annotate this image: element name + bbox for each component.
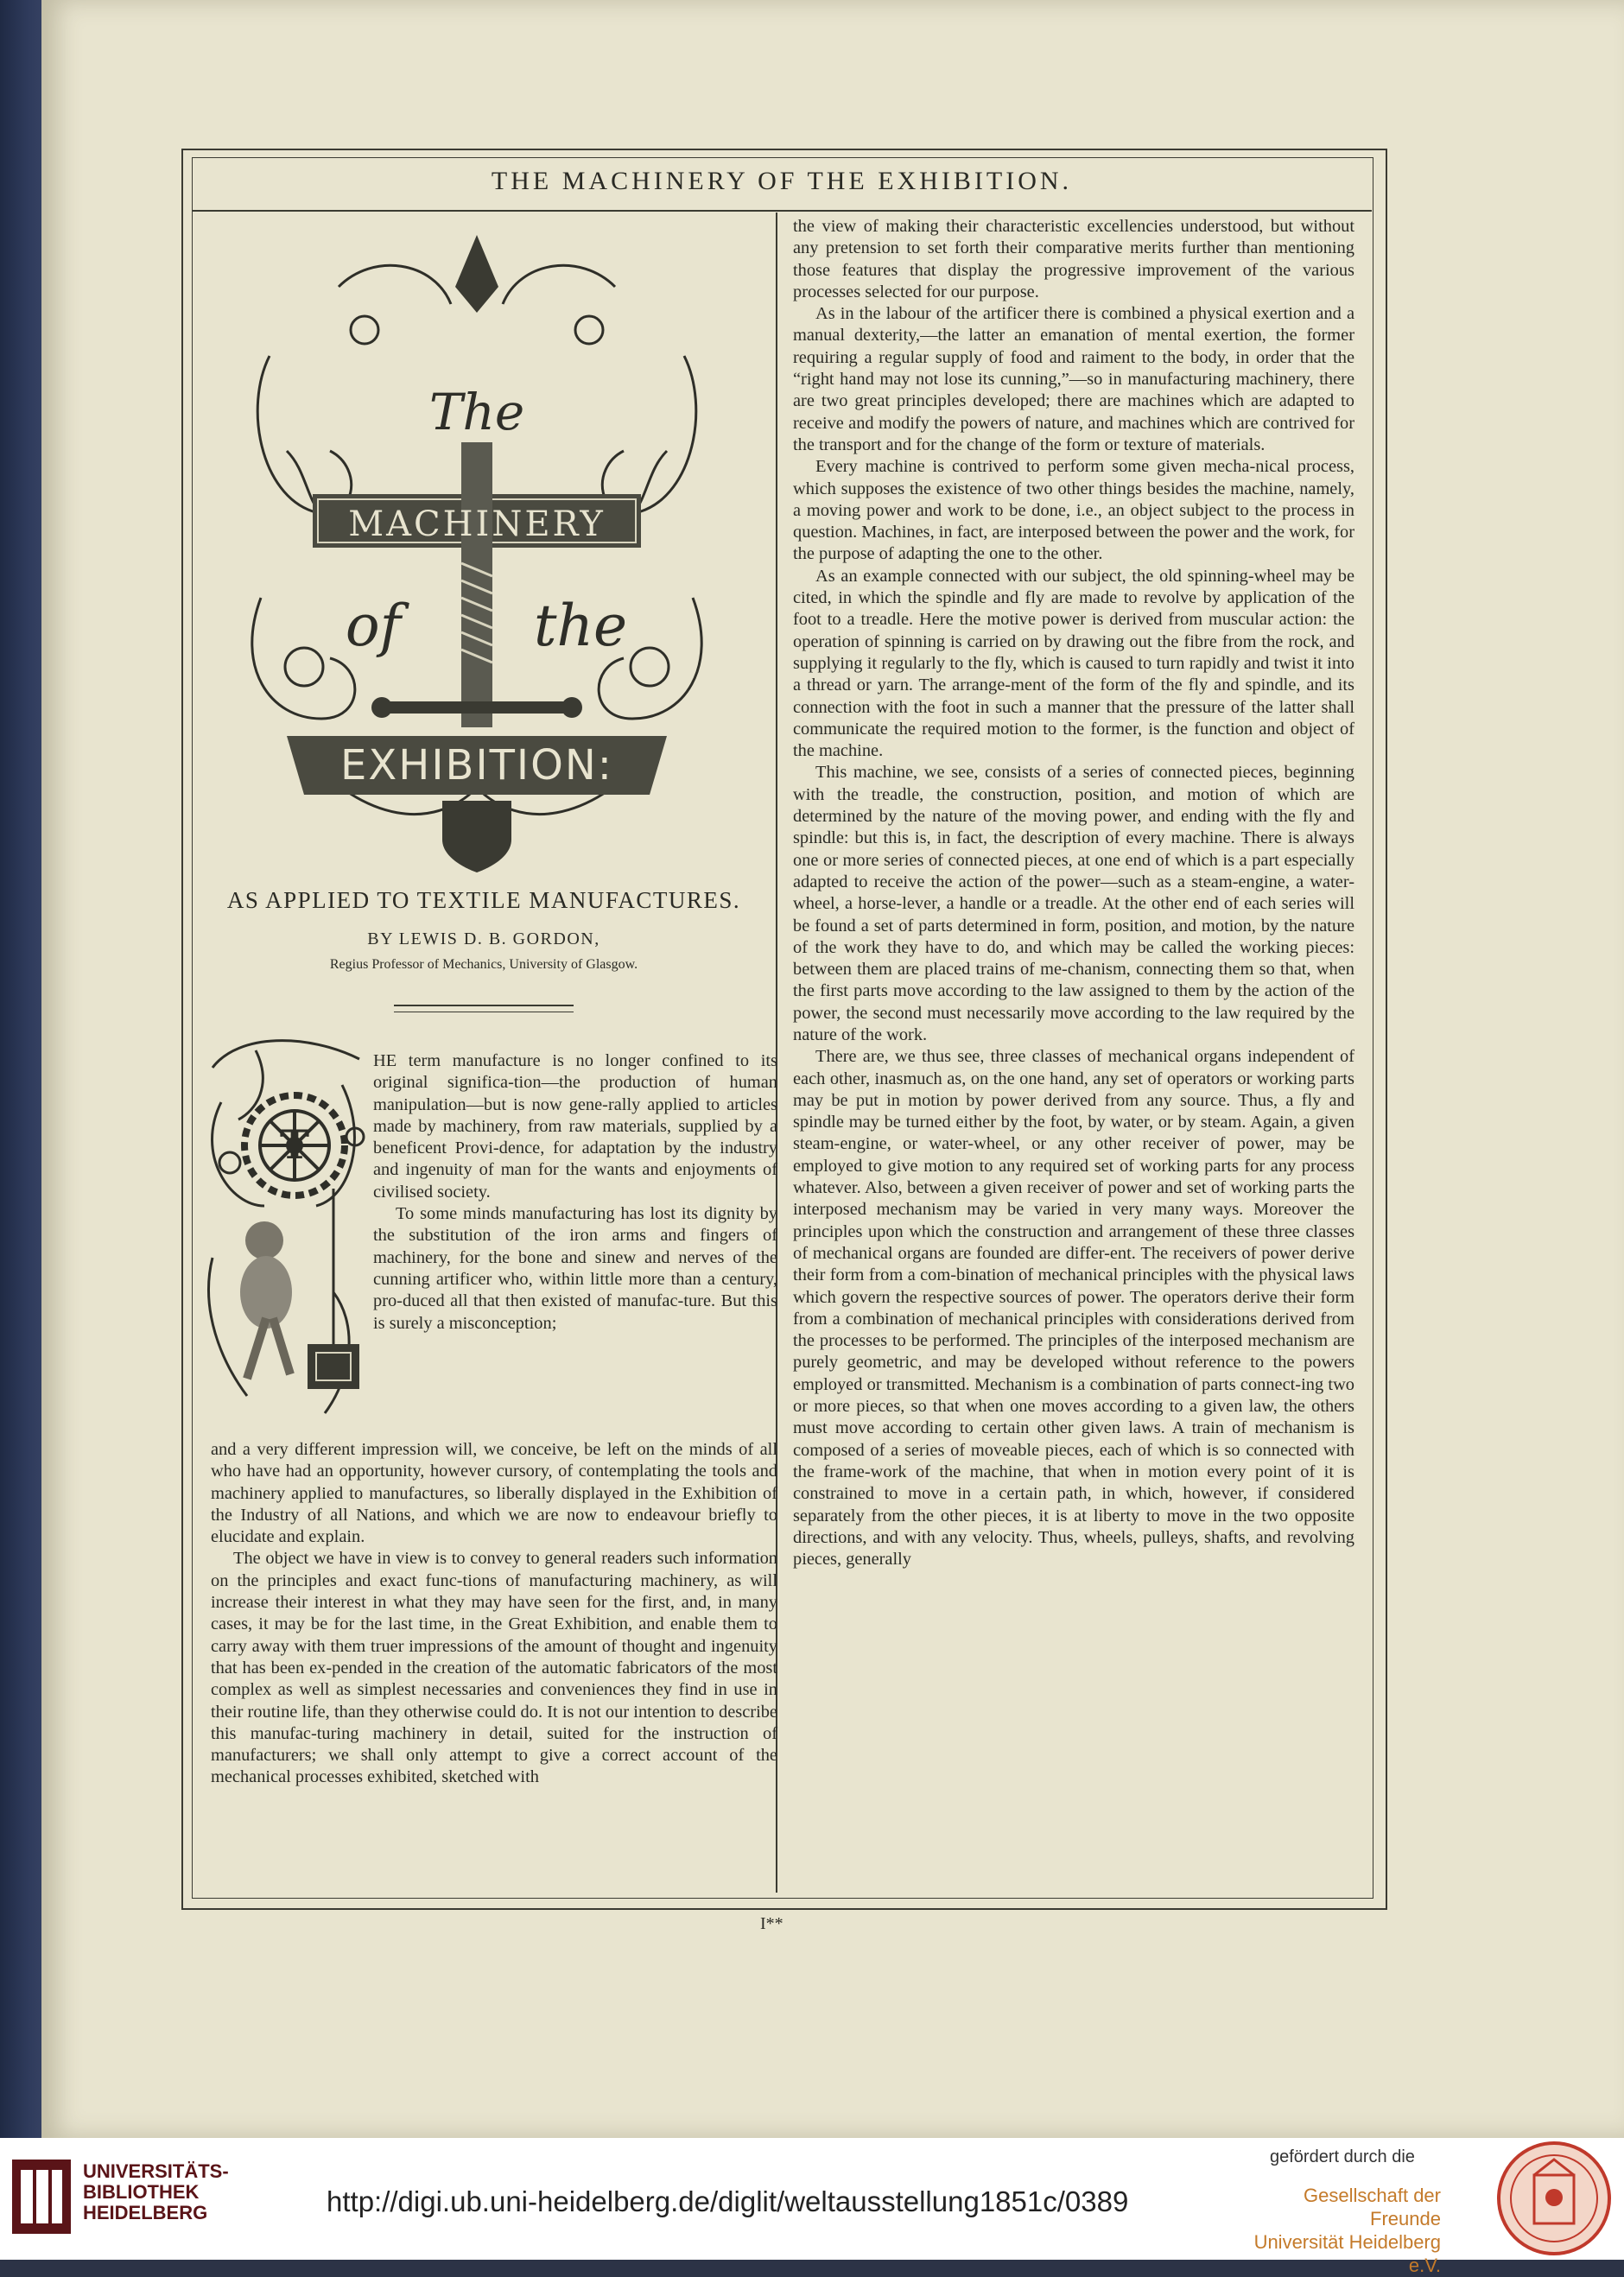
sponsor-name-line: Gesellschaft der Freunde [1304,2185,1441,2229]
paragraph: As an example connected with our subject, the old spinning-wheel may be cited, in which the spindle and fly are made to revolve by application of the foot to a treadle. Here the motive power is derived from muscular action: the operation of spinning is carried on by drawing out the fibre from the rock, and supplying it regularly to the fly, which is caused to turn rapidly and twist it into a thread or yarn. The arrange-ment of the form of the fly and spindle, and its connection with the foot in such a manner that the pressure of the latter shall communicate the required motion to the former, is the function and object of the machine. [793,566,1354,761]
decorated-initial-illustration [204,1033,375,1439]
emblem-title-the-2: the [533,593,628,659]
paragraph: Every machine is contrived to perform some given mecha-nical process, which supposes the existence of two other things besides the machine, namely, a moving power and work to be done, i.e., an object subject to the process in question. Machines, in fact, are interposed between the power and the work, for the purpose of adapting the one to the other. [793,457,1355,564]
university-name-line: BIBLIOTHEK [83,2181,200,2203]
source-url[interactable]: http://digi.ub.uni-heidelberg.de/diglit/weltausstellung1851c/0389 [327,2185,1129,2217]
head-rule [192,210,1372,212]
title-emblem-illustration [235,235,719,874]
left-column-opening [373,1050,777,1335]
paragraph: As in the labour of the artificer there is combined a physical exertion and a manual dexterity,—the latter an emanation of mental exertion, the former requiring a regular supply of food and raiment to the body, in order that the “right hand may not lose its cunning,”—so in manufacturing machinery, there are two great principles developed; there are machines which are adapted to receive and modify the powers of nature, and machines which are contrived for the transport and for the change of the form or texture of materials. [793,304,1354,454]
emblem-title-machinery: MACHINERY [348,504,606,544]
paragraph: HE term manufacture is no longer confined to its original significa-tion—the production of human manipulation—but is now gene-rally applied to articles made by machinery, from raw materials, supplied by a beneficent Provi-dence, for adaptation by the industry and ingenuity of man for the wants and enjoyments of civilised society. [373,1051,777,1202]
paragraph: The object we have in view is to convey to general readers such information on the principles and exact func-tions of manufacturing machinery, as will increase their interest in what they may have seen for the first, and, in many cases, it may be for the last time, in the Great Exhibition, and enable them to carry away with them truer impressions of the amount of thought and ingenuity that has been ex-pended in the creation of the automatic fabricators of the most complex as well as simplest necessaries and conveniences they find in use in their routine life, than they otherwise could do. It is not our intention to describe this manufac-turing machinery in detail, suited for the instruction of manufacturers; we shall only attempt to give a correct account of the mechanical processes exhibited, sketched with [211,1549,777,1787]
paragraph: To some minds manufacturing has lost its dignity by the substitution of the iron arms and fingers of machinery, for the bone and sinew and nerves of the cunning artificer who, within little more than a century, pro-duced all that then existed of manufac-ture. But this is surely a misconception; [373,1204,777,1333]
sponsor-name [1244,2184,1441,2277]
university-logo-icon [12,2160,71,2234]
article-byline: BY LEWIS D. B. GORDON, [367,929,600,948]
page-folio: I** [760,1914,783,1933]
article-subtitle: AS APPLIED TO TEXTILE MANUFACTURES. [226,887,741,913]
university-name [83,2161,229,2223]
emblem-title-the: The [428,383,525,441]
university-name-line: HEIDELBERG [83,2202,208,2223]
running-head: THE MACHINERY OF THE EXHIBITION. [491,167,1073,195]
paragraph: the view of making their characteristic excellencies understood, but without any pretension to set forth their comparative merits further than mentioning those features that display the progressive improvement of the various processes selected for our purpose. [793,217,1354,301]
sponsor-name-line: Universität Heidelberg e.V. [1253,2231,1441,2276]
author-affiliation: Regius Professor of Mechanics, University of Glasgow. [329,957,638,972]
university-seal-icon [1496,2141,1612,2256]
right-column [793,216,1354,1570]
emblem-title-of: of [345,593,402,659]
ornamental-rule [394,1005,574,1012]
university-name-line: UNIVERSITÄTS- [83,2160,229,2182]
paragraph: There are, we thus see, three classes of mechanical organs independent of each other, inasmuch as, on the one hand, any set of operators or working parts may be put in motion by power derived from any source. Thus, a fly and spindle may be turned either by the foot, by water, or by steam. Again, a given steam-engine, or water-wheel, or any other receiver of power, may be employed to give motion to any required set of working parts for any process whatever. Also, between a given receiver of power and set of working parts the interposed mechanism may be varied in very many ways. Moreover the principles upon which the construction and arrangement of these three classes of mechanical organs are founded are differ-ent. The receivers of power derive their form from a com-bination of mechanical principles with the physical laws which govern the respective sources of power. The operators derive their form from a combination of mechanical principles with considerations derived from the processes to be performed. The principles of the interposed mechanism are purely geometric, and may be developed without reference to the powers employed or transmitted. Mechanism is a combination of parts connect-ing two or more pieces, so that when one moves according to a given law, the others must move according to certain other given laws. A train of mechanism is composed of a series of moveable pieces, each of which is so connected with the frame-work of the machine, that when in motion every point of it is constrained to move in a certain path, in which, however, if considered separately from the other pieces, it is at liberty to move in the two opposite directions, and with any velocity. Thus, wheels, pulleys, shafts, and revolving pieces, generally [793,1047,1354,1570]
paragraph: This machine, we see, consists of a series of connected pieces, beginning with the treadle, the construction, position, and motion of which are determined by the nature of the moving power, and ending with the fly and spindle: but this is, in fact, the description of every machine. There is always one or more series of connected pieces, at one end of which is a part especially adapted to receive the action of the power—such as a steam-engine, a water-wheel, a horse-lever, a handle or a treadle. At the other end of each series will be found a set of parts determined in form, position, and motion, by the nature of the work they have to do, and which may be called the working pieces: between them are placed trains of me-chanism, connecting them so that, when the first parts move according to the law assigned to them by the action of the power, the second must necessarily move according to the law required by the nature of the work. [793,763,1354,1044]
emblem-title-exhibition: EXHIBITION: [340,741,613,790]
left-column-continued [211,1439,777,1789]
sponsor-label: gefördert durch die [1270,2147,1415,2166]
paragraph: and a very different impression will, we conceive, be left on the minds of all who have had an opportunity, however cursory, of contemplating the tools and machinery applied to manufactures, so liberally displayed in the Exhibition of the Industry of all Nations, and which we are now to endeavour briefly to elucidate and explain. [211,1440,777,1547]
initial-letter: T [279,1121,310,1168]
